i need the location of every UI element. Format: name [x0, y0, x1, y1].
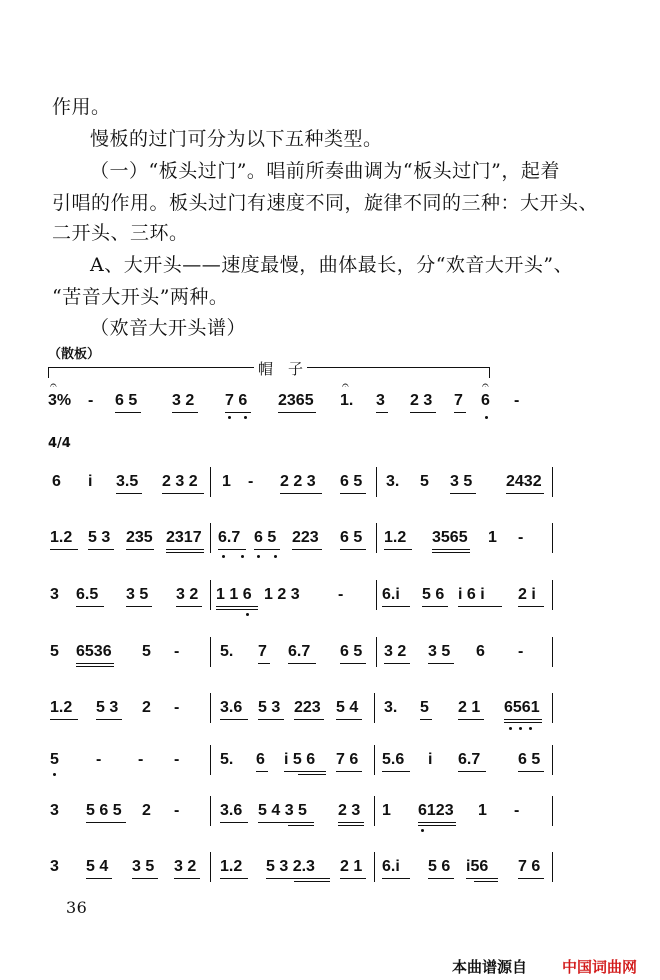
note: 3.6: [220, 699, 243, 716]
score-line: [48, 802, 568, 842]
note: 1 1 6: [216, 586, 252, 603]
note: 1.2: [50, 529, 73, 546]
note: 235: [126, 529, 153, 546]
score-line: [48, 529, 568, 569]
note: 6.7: [288, 643, 311, 660]
note: 7: [258, 643, 267, 660]
note: -: [518, 529, 524, 546]
note: 1.: [340, 392, 354, 409]
note: 2 3: [338, 802, 361, 819]
note: 5: [142, 643, 151, 660]
note: 1: [382, 802, 391, 819]
note: 6 5: [518, 751, 541, 768]
paragraph-line: A、大开头——速度最慢，曲体最长，分“欢音大开头”、: [90, 254, 574, 276]
note: 223: [294, 699, 321, 716]
note: i: [428, 751, 433, 768]
tempo-marking: （散板）: [48, 347, 101, 362]
note: 5 6 5: [86, 802, 122, 819]
note: 6: [481, 392, 490, 409]
note: i 6 i: [458, 586, 485, 603]
bracket-label: 帽 子: [254, 358, 307, 379]
note: 3%: [48, 392, 72, 409]
note: 2 i: [518, 586, 536, 603]
note: 1.2: [50, 699, 73, 716]
note: 5.: [220, 751, 234, 768]
section-heading: （一）“板头过门”。唱前所奏曲调为“板头过门”，起着: [90, 160, 560, 182]
note: 5 3: [96, 699, 119, 716]
note: 5: [50, 643, 59, 660]
note: 3: [50, 802, 59, 819]
note: 2 1: [458, 699, 481, 716]
fermata-icon: 𝄐: [342, 378, 349, 392]
note: -: [518, 643, 524, 660]
note: 5 4 3 5: [258, 802, 307, 819]
note: 5 6: [428, 858, 451, 875]
note: i: [88, 473, 93, 490]
note: 2: [142, 699, 151, 716]
note: 3565: [432, 529, 468, 546]
source-site-link[interactable]: 中国词曲网: [562, 958, 638, 976]
note: 3 5: [132, 858, 155, 875]
note: -: [138, 751, 144, 768]
paragraph-line: “苦音大开头”两种。: [52, 286, 229, 308]
time-signature: 4/4: [48, 436, 71, 451]
note: 5 6: [422, 586, 445, 603]
score-title: （欢音大开头谱）: [90, 317, 247, 339]
note: 5 4: [336, 699, 359, 716]
score-line: [48, 643, 568, 683]
note: 6 5: [340, 529, 363, 546]
note: 3: [376, 392, 385, 409]
note: 2 2 3: [280, 473, 316, 490]
note: 6.7: [458, 751, 481, 768]
note: 7 6: [336, 751, 359, 768]
note: 3 5: [126, 586, 149, 603]
note: 3: [50, 586, 59, 603]
note: 5 4: [86, 858, 109, 875]
note: 2365: [278, 392, 314, 409]
note: 5 3: [258, 699, 281, 716]
note: -: [248, 473, 254, 490]
paragraph-line: 慢板的过门可分为以下五种类型。: [90, 128, 383, 150]
note: -: [174, 751, 180, 768]
note: 7: [454, 392, 463, 409]
score-line-intro: [48, 378, 568, 432]
note: -: [174, 802, 180, 819]
note: 6.5: [76, 586, 99, 603]
note: 5 3 2.3: [266, 858, 315, 875]
note: 3 2: [176, 586, 199, 603]
score-line: [48, 473, 568, 513]
score-line: [48, 858, 568, 898]
note: 2 3: [410, 392, 433, 409]
fermata-icon: 𝄐: [50, 378, 57, 392]
note: 6: [476, 643, 485, 660]
note: 3 5: [450, 473, 473, 490]
note: 5.6: [382, 751, 405, 768]
note: 3.: [384, 699, 398, 716]
note: 3.5: [116, 473, 139, 490]
note: -: [514, 802, 520, 819]
note: 223: [292, 529, 319, 546]
page-number: 36: [66, 898, 88, 917]
note: 2: [142, 802, 151, 819]
note: 5.: [220, 643, 234, 660]
note: 1.2: [220, 858, 243, 875]
note: i 5 6: [284, 751, 316, 768]
paragraph-line: 作用。: [52, 96, 111, 118]
note: 3.: [386, 473, 400, 490]
note: 6 5: [340, 643, 363, 660]
note: 5: [420, 473, 429, 490]
note: 6 5: [254, 529, 277, 546]
note: 5 3: [88, 529, 111, 546]
score-line: [48, 751, 568, 791]
note: 2 1: [340, 858, 363, 875]
note: 7 6: [518, 858, 541, 875]
note: 6 5: [115, 392, 138, 409]
note: 3: [50, 858, 59, 875]
note: 6: [52, 473, 61, 490]
note: i56: [466, 858, 489, 875]
note: 3 2: [384, 643, 407, 660]
note: 6 5: [340, 473, 363, 490]
fermata-icon: 𝄐: [482, 378, 489, 392]
note: -: [514, 392, 520, 409]
note: -: [174, 643, 180, 660]
paragraph-line: 引唱的作用。板头过门有速度不同，旋律不同的三种：大开头、: [52, 192, 599, 214]
note: 1: [488, 529, 497, 546]
note: -: [174, 699, 180, 716]
note: 2 3 2: [162, 473, 198, 490]
note: 3 2: [174, 858, 197, 875]
note: -: [88, 392, 94, 409]
note: 6.i: [382, 586, 400, 603]
note: 1 2 3: [264, 586, 300, 603]
note: 3.6: [220, 802, 243, 819]
note: 1.2: [384, 529, 407, 546]
paragraph-line: 二开头、三环。: [52, 222, 189, 244]
note: 3 5: [428, 643, 451, 660]
note: 5: [420, 699, 429, 716]
note: 6561: [504, 699, 540, 716]
source-label: 本曲谱源自: [452, 958, 528, 976]
note: 1: [478, 802, 487, 819]
note: -: [96, 751, 102, 768]
note: 1: [222, 473, 231, 490]
note: 6.i: [382, 858, 400, 875]
note: 6: [256, 751, 265, 768]
note: 2317: [166, 529, 202, 546]
note: 7 6: [225, 392, 248, 409]
note: 6536: [76, 643, 112, 660]
note: 6123: [418, 802, 454, 819]
note: 5: [50, 751, 59, 768]
score-line: [48, 586, 568, 626]
note: -: [338, 586, 344, 603]
note: 6.7: [218, 529, 241, 546]
note: 3 2: [172, 392, 195, 409]
score-line: [48, 699, 568, 739]
note: 2432: [506, 473, 542, 490]
